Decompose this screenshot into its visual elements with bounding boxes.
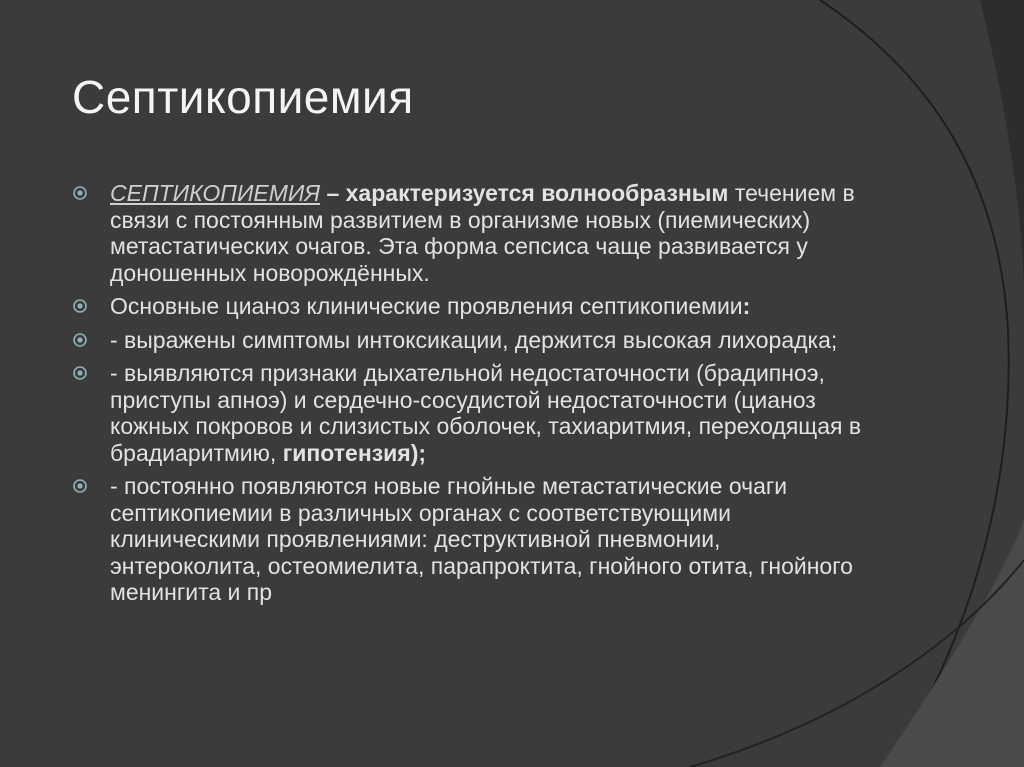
- bullet-text: - выражены симптомы интоксикации, держится высокая лихорадка;: [110, 326, 838, 353]
- bullet-item-1: [72, 180, 872, 286]
- circle-target-bullet-icon: [72, 365, 88, 381]
- circle-target-bullet-icon: [72, 298, 88, 314]
- bullet-text: - постоянно появляются новые гнойные метастатические очаги септикопиемии в различных органах с соответствующими клиническими проявлениями: деструктивной пневмонии, энтероколита, остеомиелита, парапроктита, гнойного отита, гнойного менингита и пр: [110, 473, 853, 605]
- bullet-item-3: [72, 327, 872, 354]
- slide-title: Септикопиемия: [72, 71, 414, 123]
- bullet-text: - выявляются признаки дыхательной недостаточности (брадипноэ, приступы апноэ) и сердечно-сосудистой недостаточности (цианоз кожных покровов и слизистых оболочек, тахиаритмия, переходящая в брадиаритмию,: [110, 360, 862, 466]
- circle-target-bullet-icon: [72, 478, 88, 494]
- bullet-list: [72, 180, 872, 613]
- bullet-item-5: [72, 473, 872, 606]
- circle-target-bullet-icon: [72, 332, 88, 348]
- bullet-text: Основные цианоз клинические проявления септикопиемии: [110, 293, 743, 319]
- bullet-item-2: [72, 293, 872, 320]
- bullet-bold-end: :: [742, 293, 751, 319]
- circle-target-bullet-icon: [72, 185, 88, 201]
- term-dash: –: [320, 180, 346, 206]
- bullet-bold-end: гипотензия);: [282, 439, 427, 466]
- bullet-bold-text: характеризуется волнообразным: [345, 180, 729, 206]
- term-highlight: СЕПТИКОПИЕМИЯ: [110, 180, 321, 206]
- bullet-text: течением в связи с постоянным развитием в организме новых (пиемических) метастатических очагов. Эта форма сепсиса чаще развивается у доношенных новорождённых.: [110, 180, 855, 286]
- bullet-item-4: [72, 360, 872, 466]
